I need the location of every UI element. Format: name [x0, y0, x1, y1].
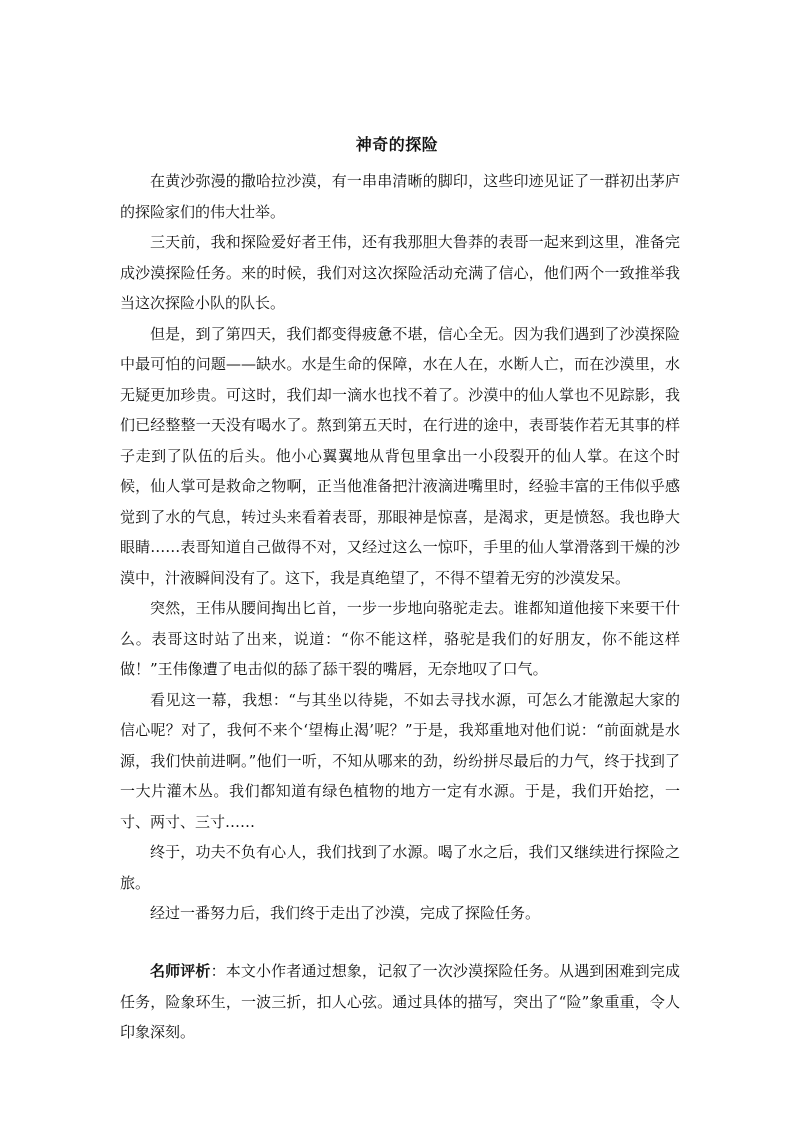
- paragraph-4: 突然，王伟从腰间掏出匕首，一步一步地向骆驼走去。谁都知道他接下来要干什么。表哥这时站了出来，说道：“你不能这样，骆驼是我们的好朋友，你不能这样做！”王伟像遭了电击似的舔了舔干裂的嘴唇，无奈地叹了口气。: [120, 599, 680, 678]
- paragraph-7: 经过一番努力后，我们终于走出了沙漠，完成了探险任务。: [150, 904, 541, 922]
- paragraph-3: 但是，到了第四天，我们都变得疲惫不堪，信心全无。因为我们遇到了沙漠探险中最可怕的问题——缺水。水是生命的保障，水在人在，水断人亡，而在沙漠里，水无疑更加珍贵。可这时，我们却一滴水也找不着了。沙漠中的仙人掌也不见踪影，我们已经整整一天没有喝水了。熬到第五天时，在行进的途中，表哥装作若无其事的样子走到了队伍的后头。他小心翼翼地从背包里拿出一小段裂开的仙人掌。在这个时候，仙人掌可是救命之物啊，正当他准备把汁液滴进嘴里时，经验丰富的王伟似乎感觉到了水的气息，转过头来看着表哥，那眼神是惊喜，是渴求，更是愤怒。我也睁大眼睛……表哥知道自己做得不对，又经过这么一惊吓，手里的仙人掌滑落到干燥的沙漠中，汁液瞬间没有了。这下，我是真绝望了，不得不望着无穷的沙漠发呆。: [120, 324, 680, 587]
- commentary-text: 本文小作者通过想象，记叙了一次沙漠探险任务。从遇到困难到完成任务，险象环生，一波三折，扣人心弦。通过具体的描写，突出了“险”象重重，令人印象深刻。: [120, 962, 680, 1041]
- paragraph-6: 终于，功夫不负有心人，我们找到了水源。喝了水之后，我们又继续进行探险之旅。: [120, 843, 680, 892]
- article-body: [120, 166, 680, 929]
- paragraph-1: 在黄沙弥漫的撒哈拉沙漠，有一串串清晰的脚印，这些印迹见证了一群初出茅庐的探险家们的伟大壮举。: [120, 172, 680, 221]
- paragraph-2: 三天前，我和探险爱好者王伟，还有我那胆大鲁莽的表哥一起来到这里，准备完成沙漠探险任务。来的时候，我们对这次探险活动充满了信心，他们两个一致推举我当这次探险小队的队长。: [120, 233, 680, 312]
- teacher-commentary: [120, 956, 680, 1048]
- article-title: 神奇的探险: [355, 135, 439, 154]
- commentary-label: 名师评析: [150, 962, 211, 980]
- commentary-colon: ：: [210, 962, 226, 980]
- paragraph-5: 看见这一幕，我想：“与其坐以待毙，不如去寻找水源，可怎么才能激起大家的信心呢？对了，我何不来个‘望梅止渴’呢？”于是，我郑重地对他们说：“前面就是水源，我们快前进啊。”他们一听，不知从哪来的劲，纷纷拼尽最后的力气，终于找到了一大片灌木丛。我们都知道有绿色植物的地方一定有水源。于是，我们开始挖，一寸、两寸、三寸……: [120, 690, 680, 831]
